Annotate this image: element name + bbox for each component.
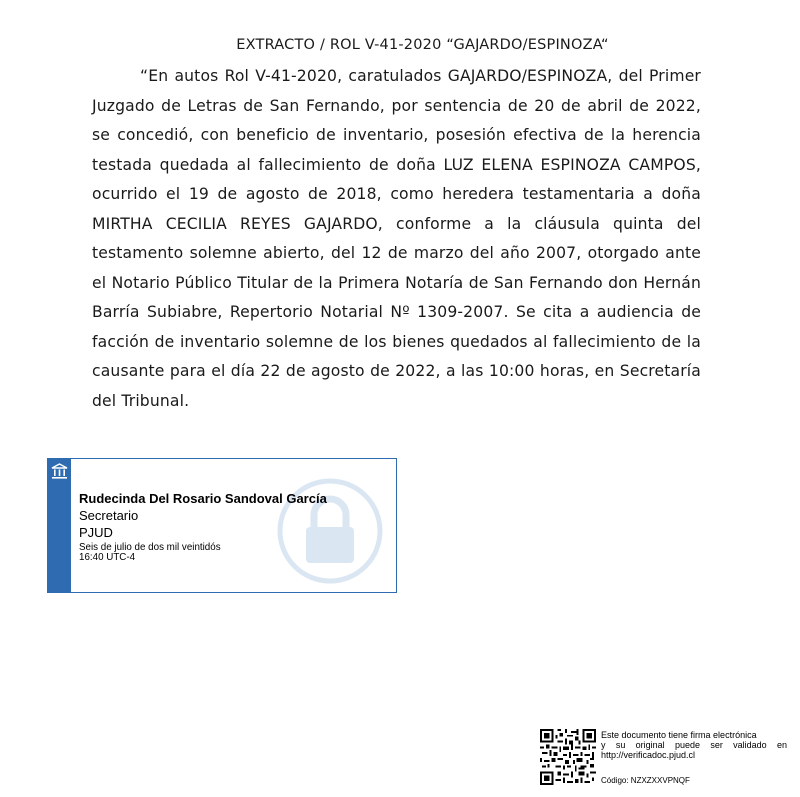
verification-line-2: y su original puede ser validado en (601, 740, 787, 750)
signature-details (79, 490, 327, 563)
extract-body-paragraph: “En autos Rol V-41-2020, caratulados GAJARDO/ESPINOZA, del Primer Juzgado de Letras de San Fernando, por sentencia de 20 de abril de 2022, se concedió, con beneficio de inventario, posesión efectiva de la herencia testada quedada al fallecimiento de doña LUZ ELENA ESPINOZA CAMPOS, ocurrido el 19 de agosto de 2018, como heredera testamentaria a doña MIRTHA CECILIA REYES GAJARDO, conforme a la cláusula quinta del testamento solemne abierto, del 12 de marzo del año 2007, otorgado ante el Notario Público Titular de la Primera Notaría de San Fernando don Hernán Barría Subiabre, Repertorio Notarial Nº 1309-2007. Se cita a audiencia de facción de inventario solemne de los bienes quedados al fallecimiento de la causante para el día 22 de agosto de 2022, a las 10:00 horas, en Secretaría del Tribunal. (92, 67, 701, 410)
signer-organization: PJUD (79, 525, 113, 540)
verification-url[interactable]: http://verificadoc.pjud.cl (601, 750, 696, 760)
verification-code: Código: NZXZXXVPNQF (601, 776, 690, 785)
verification-footer (540, 729, 790, 789)
electronic-signature-box (47, 458, 397, 593)
courthouse-icon (51, 463, 68, 480)
signature-date: Seis de julio de dos mil veintidós (79, 542, 221, 553)
signer-name: Rudecinda Del Rosario Sandoval García (79, 491, 327, 506)
document-title: EXTRACTO / ROL V-41-2020 “GAJARDO/ESPINOZA“ (236, 37, 609, 53)
signature-time: 16:40 UTC-4 (79, 552, 136, 563)
signature-side-bar (48, 459, 71, 592)
verification-line-1: Este documento tiene firma electrónica (601, 730, 757, 740)
verification-notice (601, 730, 787, 760)
signer-role: Secretario (79, 508, 139, 523)
qr-code-icon (540, 729, 596, 785)
